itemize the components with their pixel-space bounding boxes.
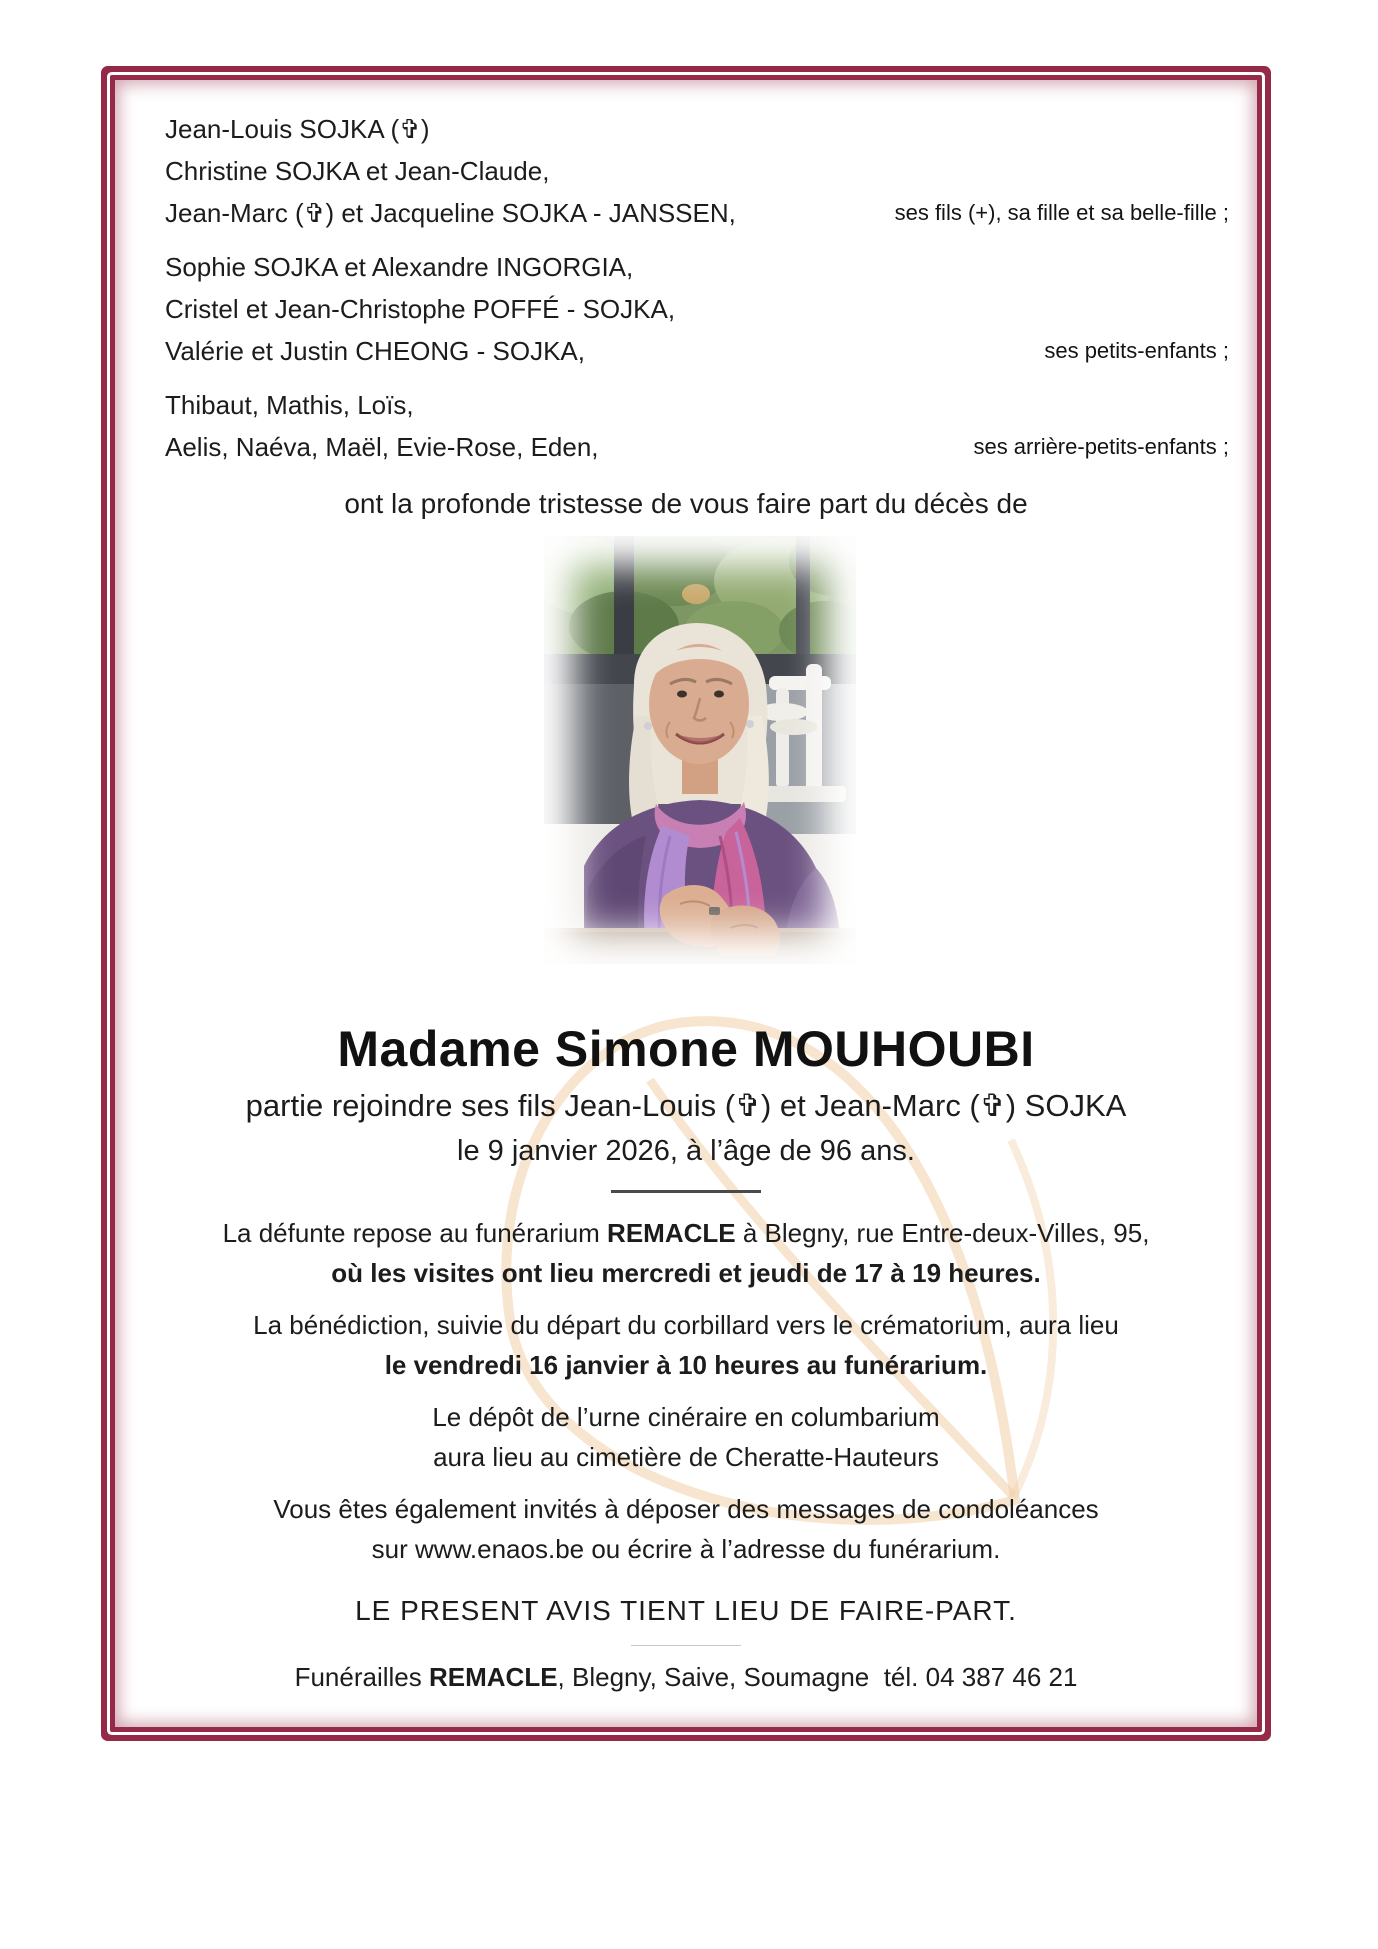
intro-line: ont la profonde tristesse de vous faire part du décès de — [344, 488, 1028, 519]
family-name-line: Jean-Louis SOJKA (✞) — [165, 114, 430, 144]
ceremony-datetime-line: le vendredi 16 janvier à 10 heures au funérarium. — [384, 1350, 988, 1380]
condolences-line-2: sur www.enaos.be ou écrire à l’adresse du funérarium. — [371, 1534, 1001, 1564]
portrait-image — [544, 536, 856, 964]
funeral-home-name: REMACLE — [607, 1218, 736, 1248]
family-group-lines — [165, 108, 736, 234]
family-group-lines — [165, 246, 675, 372]
family-name-line: Aelis, Naéva, Maël, Evie-Rose, Eden, — [165, 432, 599, 462]
relation-label-children: ses fils (+), sa fille et sa belle-fille ; — [894, 200, 1229, 225]
repose-line — [115, 1213, 1257, 1253]
relation-label-great-grandchildren: ses arrière-petits-enfants ; — [973, 434, 1229, 459]
family-name-line: Thibaut, Mathis, Loïs, — [165, 390, 414, 420]
family-name-line: Sophie SOJKA et Alexandre INGORGIA, — [165, 252, 634, 282]
condolences-line-1: Vous êtes également invités à déposer des messages de condoléances — [273, 1494, 1099, 1524]
card-content — [115, 80, 1257, 1694]
family-group-grandchildren — [165, 246, 1229, 372]
family-name-line: Christine SOJKA et Jean-Claude, — [165, 156, 550, 186]
family-name-line: Valérie et Justin CHEONG - SOJKA, — [165, 336, 585, 366]
urn-line-1: Le dépôt de l’urne cinéraire en columbarium — [432, 1402, 940, 1432]
footer-text: Funérailles — [294, 1662, 429, 1692]
relation-label-grandchildren: ses petits-enfants ; — [1044, 338, 1229, 363]
family-names-section — [115, 108, 1257, 468]
repose-address: à Blegny, rue Entre-deux-Villes, 95, — [735, 1218, 1150, 1248]
family-name-line: Cristel et Jean-Christophe POFFÉ - SOJKA, — [165, 294, 676, 324]
funeral-home-footer — [115, 1660, 1257, 1694]
footer-divider — [631, 1645, 741, 1646]
family-name-line: Jean-Marc (✞) et Jacqueline SOJKA - JANSSEN, — [165, 198, 736, 228]
date-age-line: le 9 janvier 2026, à l’âge de 96 ans. — [457, 1135, 915, 1167]
urn-line-2: aura lieu au cimetière de Cheratte-Hauteurs — [433, 1442, 939, 1472]
faire-part-notice: LE PRESENT AVIS TIENT LIEU DE FAIRE-PART. — [355, 1595, 1017, 1626]
deceased-name: Madame Simone MOUHOUBI — [337, 1021, 1035, 1077]
funeral-home-name: REMACLE — [428, 1662, 558, 1692]
rejoining-line: partie rejoindre ses fils Jean-Louis (✞) et Jean-Marc (✞) SOJKA — [245, 1088, 1127, 1123]
urn-notice — [115, 1397, 1257, 1477]
repose-notice — [115, 1213, 1257, 1293]
family-group-lines — [165, 384, 599, 468]
section-divider — [611, 1190, 761, 1193]
benediction-line: La bénédiction, suivie du départ du corbillard vers le crématorium, aura lieu — [253, 1310, 1119, 1340]
death-notice-card — [110, 75, 1262, 1732]
portrait-photo — [544, 536, 856, 964]
visits-line: où les visites ont lieu mercredi et jeudi de 17 à 19 heures. — [331, 1258, 1041, 1288]
condolences-notice — [115, 1489, 1257, 1569]
family-group-children — [165, 108, 1229, 234]
benediction-notice — [115, 1305, 1257, 1385]
footer-contact: , Blegny, Saive, Soumagne tél. 04 387 46 21 — [557, 1662, 1078, 1692]
repose-text: La défunte repose au funérarium — [222, 1218, 608, 1248]
family-group-great-grandchildren — [165, 384, 1229, 468]
